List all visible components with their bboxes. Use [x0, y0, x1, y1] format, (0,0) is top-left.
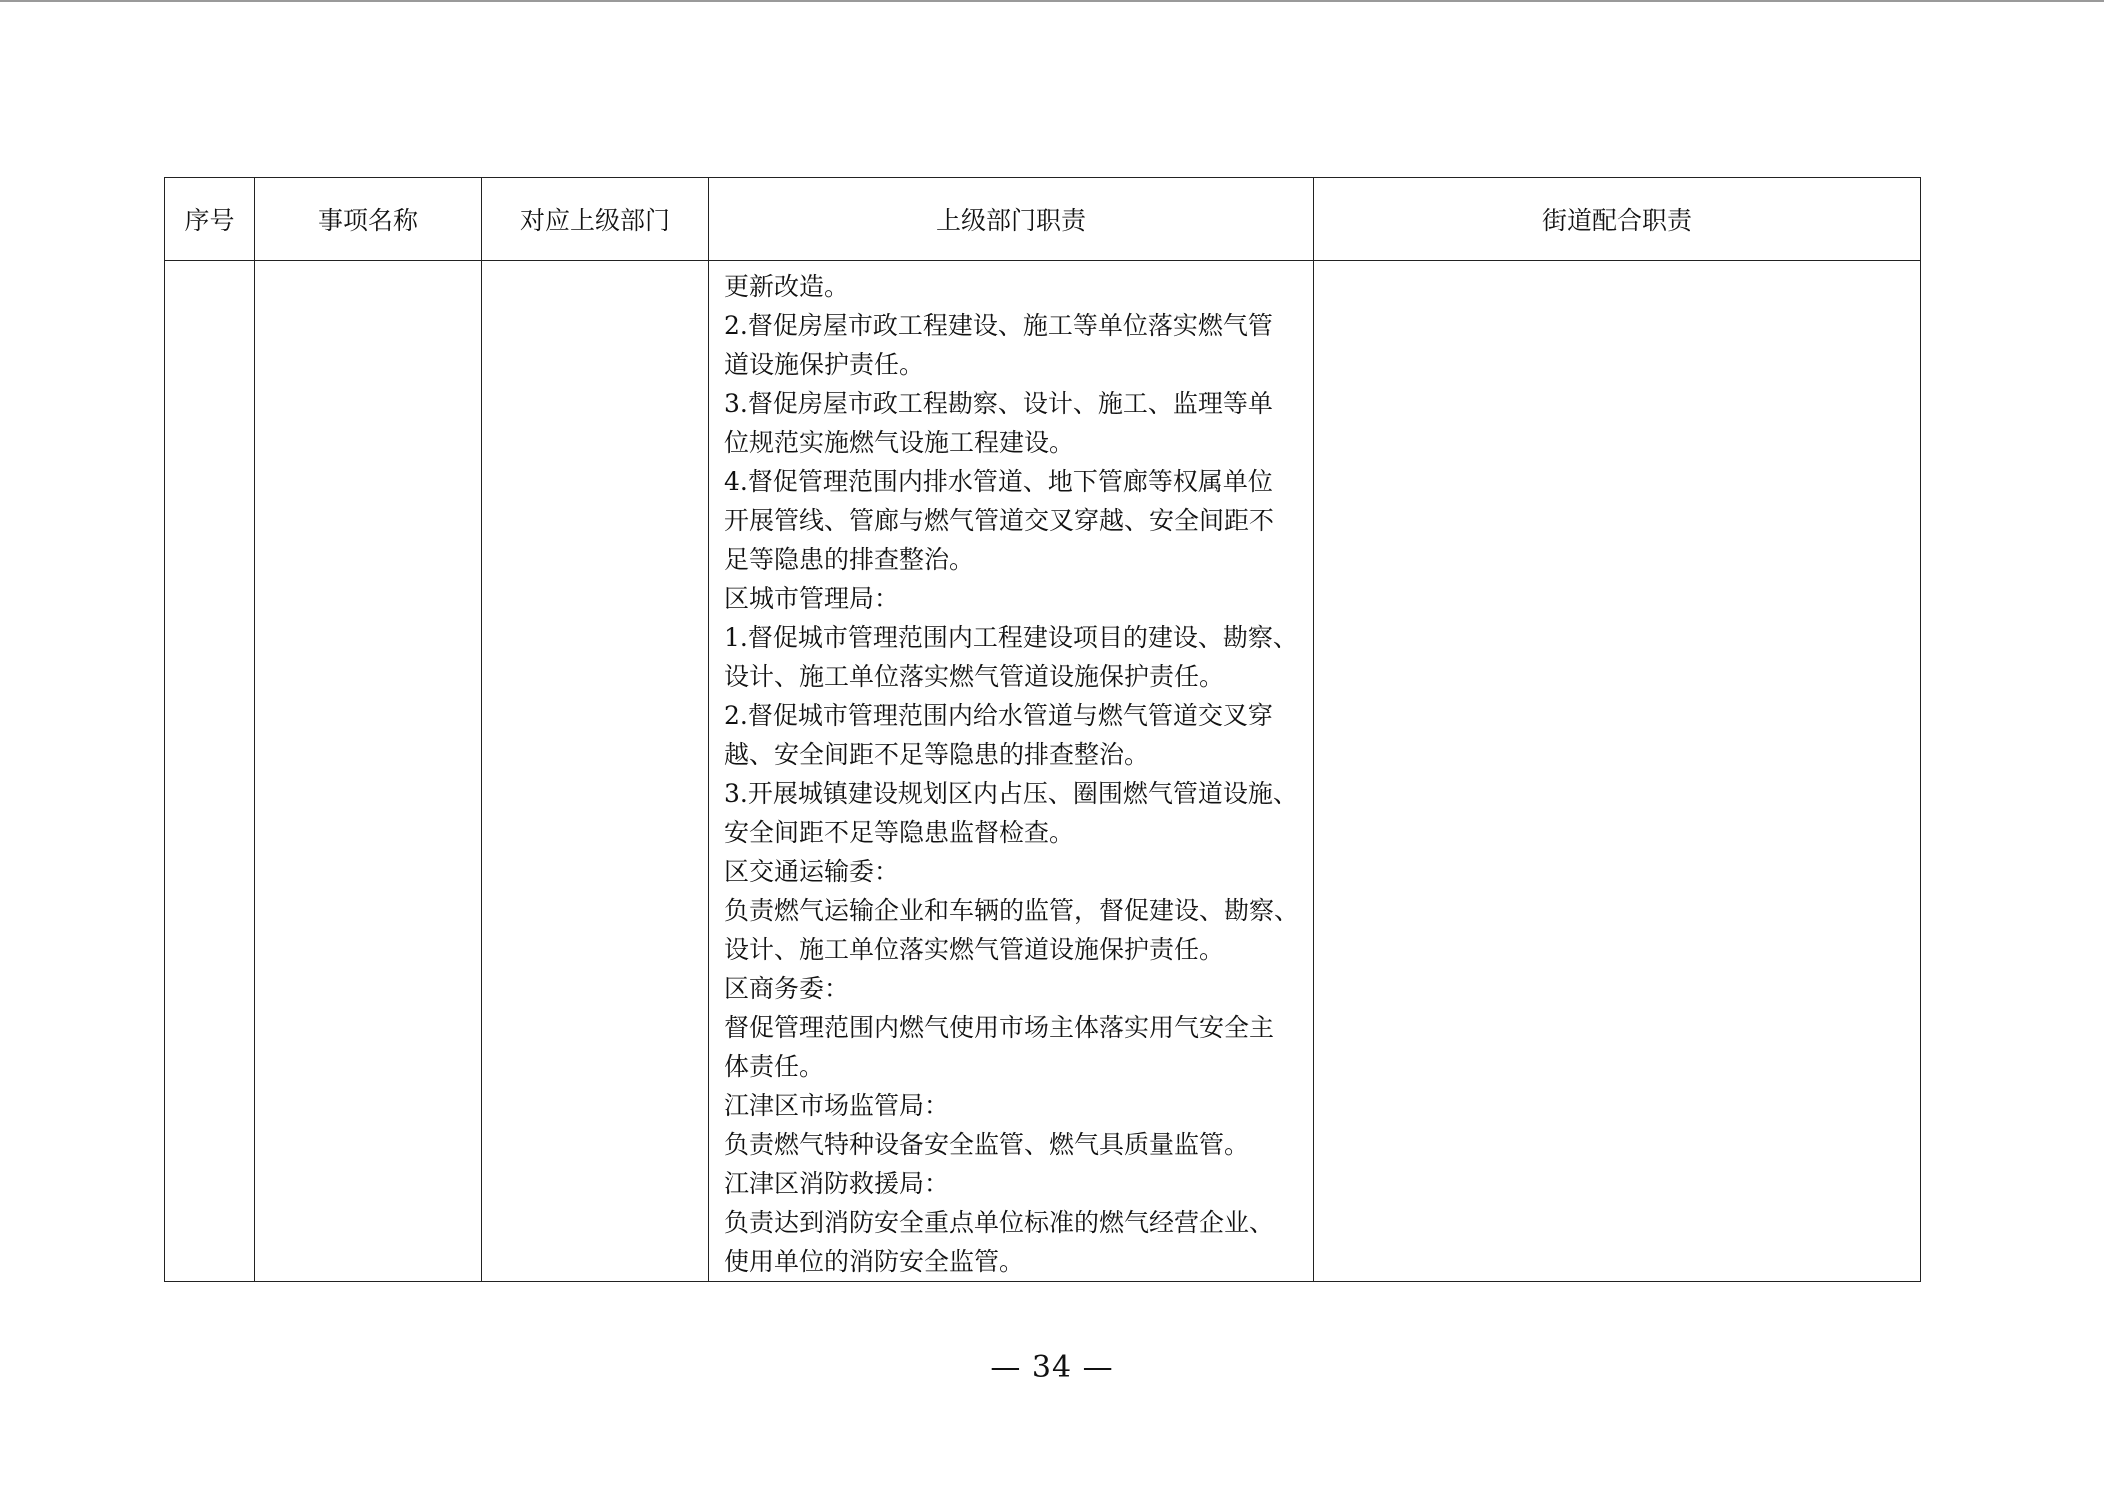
duty-line: 设计、施工单位落实燃气管道设施保护责任。: [724, 662, 1225, 691]
duty-line: 区城市管理局：: [724, 584, 900, 613]
duty-line: 江津区消防救援局：: [724, 1169, 950, 1198]
duty-line: 督促管理范围内燃气使用市场主体落实用气安全主: [724, 1013, 1275, 1042]
duty-line: 体责任。: [724, 1052, 825, 1081]
superior-duties-text: [709, 261, 1313, 1281]
duty-line: 负责燃气运输企业和车辆的监管，督促建设、勘察、: [724, 896, 1300, 925]
duty-table: [164, 177, 1921, 1282]
header-seq: 序号: [165, 178, 255, 261]
duty-line: 1.督促城市管理范围内工程建设项目的建设、勘察、: [724, 623, 1298, 652]
cell-superior-duties: [709, 261, 1314, 1282]
duty-line: 3.督促房屋市政工程勘察、设计、施工、监理等单: [724, 389, 1273, 418]
duty-line: 4.督促管理范围内排水管道、地下管廊等权属单位: [724, 467, 1273, 496]
duty-line: 区交通运输委：: [724, 857, 900, 886]
cell-superior-department: [482, 261, 709, 1282]
page-top-rule: [0, 0, 2104, 2]
header-item-name: 事项名称: [255, 178, 482, 261]
duty-line: 设计、施工单位落实燃气管道设施保护责任。: [724, 935, 1225, 964]
page-number: — 34 —: [990, 1350, 1114, 1385]
duty-line: 区商务委：: [724, 974, 850, 1003]
cell-seq: [165, 261, 255, 1282]
duty-line: 2.督促房屋市政工程建设、施工等单位落实燃气管: [724, 311, 1273, 340]
duty-line: 越、安全间距不足等隐患的排查整治。: [724, 740, 1150, 769]
duty-line: 负责燃气特种设备安全监管、燃气具质量监管。: [724, 1130, 1250, 1159]
duty-line: 开展管线、管廊与燃气管道交叉穿越、安全间距不: [724, 506, 1275, 535]
duty-line: 道设施保护责任。: [724, 350, 925, 379]
duty-line: 使用单位的消防安全监管。: [724, 1247, 1025, 1276]
header-superior-duties: 上级部门职责: [709, 178, 1314, 261]
duty-line: 3.开展城镇建设规划区内占压、圈围燃气管道设施、: [724, 779, 1298, 808]
header-superior-department: 对应上级部门: [482, 178, 709, 261]
cell-item-name: [255, 261, 482, 1282]
duty-line: 更新改造。: [724, 272, 850, 301]
duty-line: 安全间距不足等隐患监督检查。: [724, 818, 1075, 847]
duty-line: 江津区市场监管局：: [724, 1091, 950, 1120]
duty-line: 负责达到消防安全重点单位标准的燃气经营企业、: [724, 1208, 1275, 1237]
duty-line: 2.督促城市管理范围内给水管道与燃气管道交叉穿: [724, 701, 1273, 730]
table-header-row: [165, 178, 1921, 261]
cell-street-duties: [1314, 261, 1921, 1282]
header-street-duties: 街道配合职责: [1314, 178, 1921, 261]
table-row: [165, 261, 1921, 1282]
duty-line: 位规范实施燃气设施工程建设。: [724, 428, 1075, 457]
duty-line: 足等隐患的排查整治。: [724, 545, 975, 574]
